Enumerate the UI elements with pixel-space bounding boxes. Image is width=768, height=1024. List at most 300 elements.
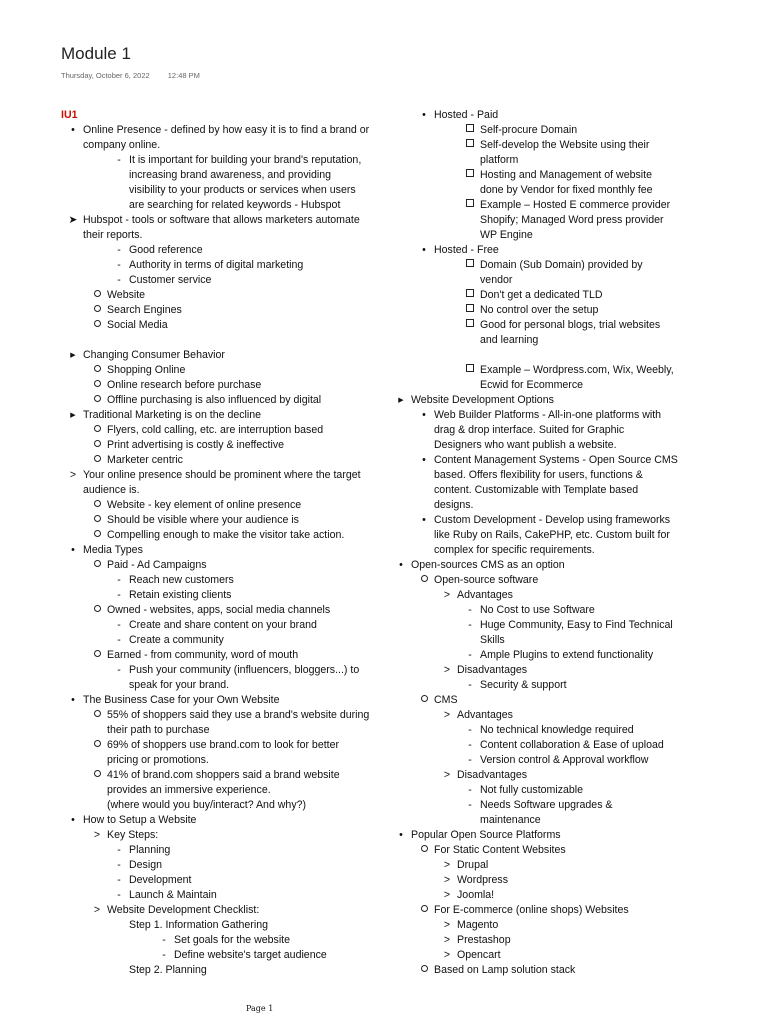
bullet-circle-icon xyxy=(92,498,102,513)
bullet-square-icon xyxy=(465,198,475,213)
note-text: vendor xyxy=(480,274,513,286)
note-line xyxy=(61,318,391,333)
bullet-chevron-icon: > xyxy=(69,469,77,481)
note-text: Self-procure Domain xyxy=(480,124,578,136)
bullet-circle-icon xyxy=(92,738,102,753)
bullet-dash-icon: - xyxy=(468,739,472,751)
note-text: Website Development Options xyxy=(411,394,554,406)
note-line xyxy=(61,213,391,228)
bullet-triangle-icon: ▶ xyxy=(70,352,76,359)
note-line xyxy=(398,258,698,273)
note-line xyxy=(61,438,391,453)
bullet-dash-icon: - xyxy=(117,274,121,286)
section-heading xyxy=(61,108,391,123)
note-line xyxy=(61,663,391,678)
note-line xyxy=(61,468,391,483)
note-text: Magento xyxy=(457,919,499,931)
blank-line xyxy=(398,348,698,363)
note-text: Good for personal blogs, trial websites xyxy=(480,319,661,331)
note-text: Offline purchasing is also influenced by digital xyxy=(107,394,322,406)
note-text: Wordpress xyxy=(457,874,509,886)
note-line xyxy=(398,888,698,903)
note-line xyxy=(398,483,698,498)
note-text: 41% of brand.com shoppers said a brand website xyxy=(107,769,340,781)
note-line xyxy=(61,378,391,393)
note-text: their reports. xyxy=(83,229,143,241)
note-line xyxy=(398,228,698,243)
note-line xyxy=(61,708,391,723)
note-text: Skills xyxy=(480,634,505,646)
bullet-circle-icon xyxy=(92,453,102,468)
note-text: Paid - Ad Campaigns xyxy=(107,559,207,571)
bullet-dot-icon: • xyxy=(71,814,75,826)
note-text: Disadvantages xyxy=(457,664,528,676)
note-line xyxy=(398,648,698,663)
note-line xyxy=(61,798,391,813)
bullet-chevron-icon: > xyxy=(443,859,451,871)
note-line xyxy=(398,453,698,468)
note-line xyxy=(61,528,391,543)
note-line xyxy=(398,858,698,873)
note-text: pricing or promotions. xyxy=(107,754,209,766)
note-line xyxy=(61,558,391,573)
note-line xyxy=(398,588,698,603)
note-text: Hosting and Management of website xyxy=(480,169,652,181)
right-column xyxy=(398,108,698,978)
note-text: Content collaboration & Ease of upload xyxy=(480,739,664,751)
note-line xyxy=(61,918,391,933)
bullet-square-icon xyxy=(465,288,475,303)
note-text: platform xyxy=(480,154,519,166)
bullet-dot-icon: • xyxy=(399,559,403,571)
note-text: 55% of shoppers said they use a brand's website during xyxy=(107,709,370,721)
note-line xyxy=(398,303,698,318)
note-line xyxy=(61,873,391,888)
note-text: audience is. xyxy=(83,484,140,496)
note-line xyxy=(61,423,391,438)
note-text: Security & support xyxy=(480,679,567,691)
note-line xyxy=(61,753,391,768)
note-text: Design xyxy=(129,859,162,871)
bullet-dash-icon: - xyxy=(117,874,121,886)
note-line xyxy=(398,138,698,153)
bullet-square-icon xyxy=(465,138,475,153)
note-text: 69% of shoppers use brand.com to look for better xyxy=(107,739,340,751)
bullet-circle-icon xyxy=(92,648,102,663)
note-line xyxy=(61,783,391,798)
note-text: Website - key element of online presence xyxy=(107,499,302,511)
note-text: Earned - from community, word of mouth xyxy=(107,649,299,661)
note-text: Version control & Approval workflow xyxy=(480,754,649,766)
note-line xyxy=(398,198,698,213)
note-line xyxy=(61,198,391,213)
note-text: their path to purchase xyxy=(107,724,210,736)
note-text: Self-develop the Website using their xyxy=(480,139,650,151)
note-line xyxy=(61,648,391,663)
note-line xyxy=(398,318,698,333)
note-text: How to Setup a Website xyxy=(83,814,197,826)
note-text: like Ruby on Rails, CakePHP, etc. Custom built for xyxy=(434,529,670,541)
note-text: Social Media xyxy=(107,319,168,331)
note-line xyxy=(61,393,391,408)
note-text: increasing brand awareness, and providing xyxy=(129,169,331,181)
note-text: Step 1. Information Gathering xyxy=(129,919,268,931)
note-text: It is important for building your brand's reputation, xyxy=(129,154,362,166)
note-text: Open-source software xyxy=(434,574,539,586)
note-line xyxy=(61,888,391,903)
note-text: Reach new customers xyxy=(129,574,234,586)
note-line xyxy=(398,333,698,348)
bullet-chevron-icon: > xyxy=(443,709,451,721)
note-text: Flyers, cold calling, etc. are interruption based xyxy=(107,424,324,436)
note-text: Website Development Checklist: xyxy=(107,904,260,916)
note-line xyxy=(398,573,698,588)
note-text: Custom Development - Develop using frameworks xyxy=(434,514,671,526)
bullet-circle-icon xyxy=(419,573,429,588)
note-text: Compelling enough to make the visitor take action. xyxy=(107,529,345,541)
note-text: Content Management Systems - Open Source CMS xyxy=(434,454,678,466)
page-date: Thursday, October 6, 2022 xyxy=(61,71,150,80)
page-number: Page 1 xyxy=(246,1004,274,1013)
bullet-circle-icon xyxy=(92,768,102,783)
page-title: Module 1 xyxy=(61,44,131,63)
bullet-circle-icon xyxy=(92,513,102,528)
note-text: Push your community (influencers, bloggers...) to xyxy=(129,664,360,676)
note-text: provides an immersive experience. xyxy=(107,784,271,796)
note-line xyxy=(398,423,698,438)
note-line xyxy=(398,723,698,738)
note-text: Launch & Maintain xyxy=(129,889,217,901)
bullet-dash-icon: - xyxy=(117,244,121,256)
note-line xyxy=(398,693,698,708)
note-line xyxy=(398,948,698,963)
note-text: Example – Wordpress.com, Wix, Weebly, xyxy=(480,364,674,376)
bullet-dash-icon: - xyxy=(117,859,121,871)
bullet-circle-icon xyxy=(419,963,429,978)
bullet-dot-icon: • xyxy=(71,124,75,136)
note-line xyxy=(398,183,698,198)
note-line xyxy=(398,873,698,888)
bullet-dash-icon: - xyxy=(117,154,121,166)
note-text: Retain existing clients xyxy=(129,589,232,601)
note-text: designs. xyxy=(434,499,474,511)
note-text: Opencart xyxy=(457,949,501,961)
note-line xyxy=(398,498,698,513)
bullet-square-icon xyxy=(465,123,475,138)
note-text: visibility to your products or services when users xyxy=(129,184,356,196)
note-text: speak for your brand. xyxy=(129,679,230,691)
bullet-chevron-icon: > xyxy=(443,769,451,781)
note-text: Hosted - Free xyxy=(434,244,499,256)
note-text: Step 2. Planning xyxy=(129,964,207,976)
bullet-chevron-icon: > xyxy=(93,904,101,916)
note-line xyxy=(61,723,391,738)
bullet-chevron-icon: > xyxy=(93,829,101,841)
note-line xyxy=(398,153,698,168)
bullet-circle-icon xyxy=(92,423,102,438)
note-line xyxy=(398,123,698,138)
note-text: WP Engine xyxy=(480,229,533,241)
bullet-dash-icon: - xyxy=(468,649,472,661)
note-text: Don't get a dedicated TLD xyxy=(480,289,603,301)
bullet-dot-icon: • xyxy=(422,514,426,526)
bullet-circle-icon xyxy=(419,693,429,708)
note-text: Hosted - Paid xyxy=(434,109,499,121)
bullet-dot-icon: • xyxy=(422,454,426,466)
note-line xyxy=(61,933,391,948)
note-line xyxy=(398,438,698,453)
note-line xyxy=(398,663,698,678)
note-line xyxy=(398,783,698,798)
note-line xyxy=(398,633,698,648)
bullet-dash-icon: - xyxy=(117,589,121,601)
bullet-circle-icon xyxy=(92,288,102,303)
note-text: Create and share content on your brand xyxy=(129,619,317,631)
note-text: Drupal xyxy=(457,859,489,871)
note-line xyxy=(61,138,391,153)
blank-line xyxy=(61,333,391,348)
note-text: Example – Hosted E commerce provider xyxy=(480,199,671,211)
bullet-dot-icon: • xyxy=(422,409,426,421)
bullet-circle-icon xyxy=(92,378,102,393)
note-line xyxy=(398,813,698,828)
note-text: No Cost to use Software xyxy=(480,604,595,616)
note-line xyxy=(61,273,391,288)
note-line xyxy=(61,963,391,978)
note-text: Needs Software upgrades & xyxy=(480,799,613,811)
bullet-dash-icon: - xyxy=(468,754,472,766)
note-text: Joomla! xyxy=(457,889,495,901)
note-text: Domain (Sub Domain) provided by xyxy=(480,259,643,271)
bullet-dash-icon: - xyxy=(117,619,121,631)
bullet-triangle-icon: ▶ xyxy=(398,397,404,404)
note-line xyxy=(61,123,391,138)
bullet-dash-icon: - xyxy=(468,619,472,631)
note-line xyxy=(61,288,391,303)
bullet-circle-icon xyxy=(92,363,102,378)
bullet-chevron-icon: > xyxy=(443,889,451,901)
bullet-circle-icon xyxy=(419,843,429,858)
note-text: drag & drop interface. Suited for Graphic xyxy=(434,424,625,436)
note-text: Create a community xyxy=(129,634,224,646)
bullet-circle-icon xyxy=(92,603,102,618)
note-text: Disadvantages xyxy=(457,769,528,781)
note-text: No technical knowledge required xyxy=(480,724,634,736)
note-line xyxy=(398,558,698,573)
note-text: Website xyxy=(107,289,146,301)
left-column xyxy=(61,108,391,978)
note-line xyxy=(61,738,391,753)
note-line xyxy=(61,813,391,828)
note-text: Popular Open Source Platforms xyxy=(411,829,561,841)
bullet-triangle-icon: ▶ xyxy=(70,412,76,419)
note-text: company online. xyxy=(83,139,161,151)
note-line xyxy=(398,213,698,228)
bullet-square-icon xyxy=(465,168,475,183)
note-line xyxy=(398,543,698,558)
note-line xyxy=(398,768,698,783)
note-line xyxy=(61,828,391,843)
note-line xyxy=(61,168,391,183)
note-text: Authority in terms of digital marketing xyxy=(129,259,304,271)
note-text: (where would you buy/interact? And why?) xyxy=(107,799,307,811)
note-line xyxy=(61,948,391,963)
page-time: 12:48 PM xyxy=(167,71,200,80)
note-text: Web Builder Platforms - All-in-one platforms with xyxy=(434,409,662,421)
bullet-dash-icon: - xyxy=(468,799,472,811)
bullet-circle-icon xyxy=(92,303,102,318)
note-text: No control over the setup xyxy=(480,304,599,316)
note-line xyxy=(61,513,391,528)
bullet-dash-icon: - xyxy=(117,664,121,676)
bullet-chevron-icon: > xyxy=(443,934,451,946)
note-line xyxy=(398,528,698,543)
note-line xyxy=(398,738,698,753)
note-line xyxy=(398,678,698,693)
note-text: Ample Plugins to extend functionality xyxy=(480,649,654,661)
bullet-circle-icon xyxy=(92,438,102,453)
note-text: Key Steps: xyxy=(107,829,159,841)
note-text: Development xyxy=(129,874,192,886)
note-line xyxy=(398,378,698,393)
note-line xyxy=(398,903,698,918)
bullet-dash-icon: - xyxy=(468,784,472,796)
bullet-square-icon xyxy=(465,318,475,333)
note-text: Traditional Marketing is on the decline xyxy=(83,409,262,421)
note-line xyxy=(398,468,698,483)
note-text: Based on Lamp solution stack xyxy=(434,964,576,976)
note-line xyxy=(398,843,698,858)
note-text: Print advertising is costly & ineffective xyxy=(107,439,285,451)
note-line xyxy=(61,633,391,648)
bullet-dot-icon: • xyxy=(399,829,403,841)
note-line xyxy=(398,603,698,618)
note-line xyxy=(61,498,391,513)
note-text: Marketer centric xyxy=(107,454,183,466)
note-text: complex for specific requirements. xyxy=(434,544,595,556)
bullet-chevron-icon: > xyxy=(443,919,451,931)
bullet-circle-icon xyxy=(92,318,102,333)
note-text: Owned - websites, apps, social media channels xyxy=(107,604,331,616)
bullet-dash-icon: - xyxy=(468,724,472,736)
note-line xyxy=(61,243,391,258)
bullet-dash-icon: - xyxy=(468,604,472,616)
bullet-dash-icon: - xyxy=(117,259,121,271)
note-line xyxy=(398,963,698,978)
note-text: For Static Content Websites xyxy=(434,844,566,856)
note-line xyxy=(398,408,698,423)
note-text: For E-commerce (online shops) Websites xyxy=(434,904,629,916)
note-line xyxy=(61,858,391,873)
note-text: Ecwid for Ecommerce xyxy=(480,379,584,391)
bullet-circle-icon xyxy=(92,708,102,723)
note-line xyxy=(61,573,391,588)
note-line xyxy=(398,828,698,843)
note-line xyxy=(398,918,698,933)
note-line xyxy=(61,258,391,273)
note-line xyxy=(398,708,698,723)
note-text: Not fully customizable xyxy=(480,784,584,796)
bullet-chevron-icon: > xyxy=(443,949,451,961)
note-line xyxy=(61,693,391,708)
note-text: Good reference xyxy=(129,244,203,256)
bullet-dot-icon: • xyxy=(422,109,426,121)
note-text: IU1 xyxy=(61,109,78,121)
bullet-dot-icon: • xyxy=(71,694,75,706)
note-text: Define website's target audience xyxy=(174,949,327,961)
note-line xyxy=(61,228,391,243)
note-text: Advantages xyxy=(457,589,513,601)
bullet-circle-icon xyxy=(419,903,429,918)
bullet-circle-icon xyxy=(92,528,102,543)
note-text: CMS xyxy=(434,694,458,706)
note-text: Should be visible where your audience is xyxy=(107,514,299,526)
bullet-dash-icon: - xyxy=(117,889,121,901)
bullet-dash-icon: - xyxy=(117,634,121,646)
note-text: Designers who want publish a website. xyxy=(434,439,617,451)
note-text: Shopping Online xyxy=(107,364,186,376)
bullet-dot-icon: • xyxy=(422,244,426,256)
note-text: Media Types xyxy=(83,544,143,556)
note-line xyxy=(61,903,391,918)
note-text: Prestashop xyxy=(457,934,511,946)
note-line xyxy=(61,768,391,783)
note-text: content. Customizable with Template based xyxy=(434,484,639,496)
bullet-square-icon xyxy=(465,303,475,318)
note-text: Hubspot - tools or software that allows marketers automate xyxy=(83,214,360,226)
note-line xyxy=(398,618,698,633)
bullet-circle-icon xyxy=(92,558,102,573)
note-text: The Business Case for your Own Website xyxy=(83,694,280,706)
note-line xyxy=(61,483,391,498)
bullet-dash-icon: - xyxy=(468,679,472,691)
note-line xyxy=(61,183,391,198)
note-text: based. Offers flexibility for users, functions & xyxy=(434,469,643,481)
note-text: Changing Consumer Behavior xyxy=(83,349,225,361)
note-line xyxy=(61,408,391,423)
note-line xyxy=(398,933,698,948)
note-text: Your online presence should be prominent where the target xyxy=(83,469,361,481)
note-line xyxy=(61,843,391,858)
note-text: and learning xyxy=(480,334,539,346)
page-metadata xyxy=(61,71,200,80)
note-line xyxy=(398,363,698,378)
bullet-square-icon xyxy=(465,363,475,378)
note-line xyxy=(61,678,391,693)
note-text: Online research before purchase xyxy=(107,379,262,391)
bullet-dash-icon: - xyxy=(162,949,166,961)
note-line xyxy=(61,453,391,468)
bullet-chevron-icon: > xyxy=(443,874,451,886)
note-line xyxy=(61,153,391,168)
note-line xyxy=(398,273,698,288)
note-line xyxy=(398,393,698,408)
note-line xyxy=(398,168,698,183)
note-line xyxy=(61,348,391,363)
note-line xyxy=(61,618,391,633)
bullet-dot-icon: • xyxy=(71,544,75,556)
note-text: Customer service xyxy=(129,274,212,286)
note-line xyxy=(398,513,698,528)
note-text: Huge Community, Easy to Find Technical xyxy=(480,619,673,631)
bullet-square-icon xyxy=(465,258,475,273)
note-text: Shopify; Managed Word press provider xyxy=(480,214,664,226)
bullet-dash-icon: - xyxy=(117,844,121,856)
note-line xyxy=(398,288,698,303)
note-line xyxy=(61,303,391,318)
note-text: Advantages xyxy=(457,709,513,721)
note-text: Online Presence - defined by how easy it is to find a brand or xyxy=(83,124,370,136)
